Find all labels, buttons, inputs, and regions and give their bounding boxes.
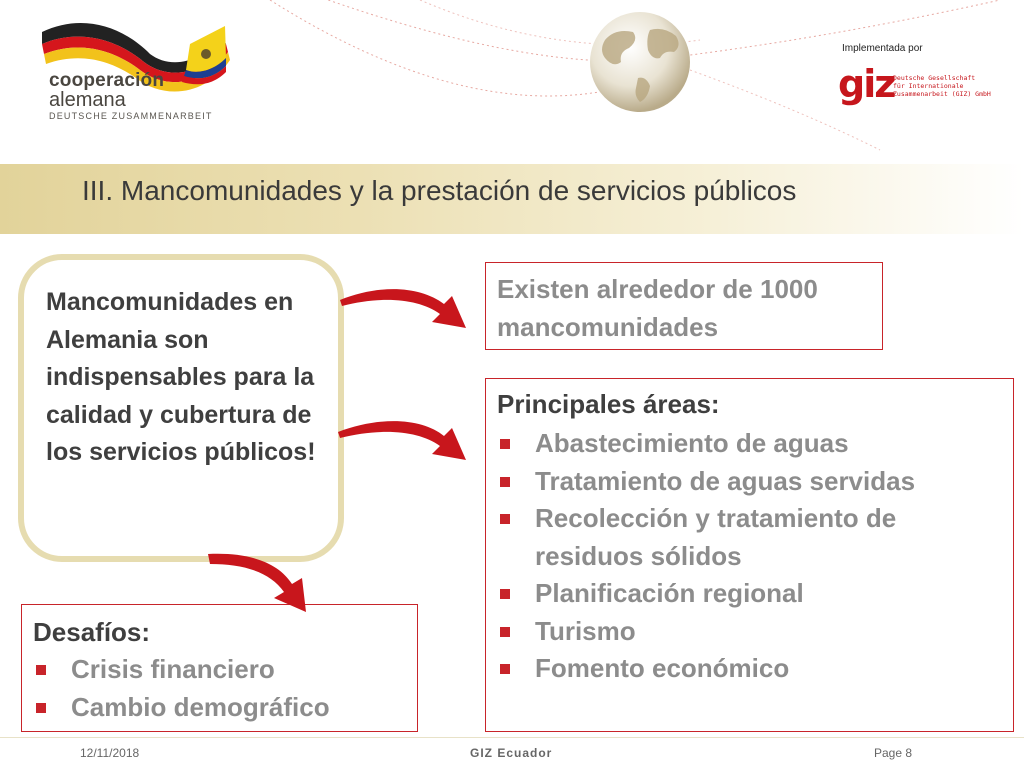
list-item [497, 500, 1007, 575]
challenges-box [21, 604, 418, 732]
list-item-text: Turismo [535, 615, 636, 646]
implemented-by-label: Implementada por [842, 43, 923, 54]
list-item-text: Fomento económico [535, 653, 790, 683]
bullet-icon [500, 439, 510, 449]
footer-divider [0, 737, 1024, 738]
giz-logo-subtitle [893, 74, 991, 98]
bullet-icon [500, 664, 510, 674]
arrow-to-areas-icon [338, 412, 480, 464]
list-item [497, 425, 1007, 463]
footer-date: 12/11/2018 [80, 746, 140, 760]
mancomunidades-count-box [485, 262, 883, 350]
list-item [497, 463, 1007, 501]
logo-line-deutsche: DEUTSCHE ZUSAMMENARBEIT [49, 111, 213, 121]
bullet-icon [500, 477, 510, 487]
areas-list [497, 425, 1007, 688]
list-item [497, 575, 1007, 613]
arrow-to-challenges-icon [208, 548, 318, 616]
list-item [33, 651, 413, 689]
list-item-text: Recolección y tratamiento de residuos sólidos [535, 503, 897, 571]
principal-areas-box [485, 378, 1014, 732]
count-text: Existen alrededor de 1000 mancomunidades [497, 274, 818, 342]
list-item-text: Crisis financiero [71, 654, 275, 684]
list-item-text: Tratamiento de aguas servidas [535, 465, 916, 496]
challenges-list [33, 651, 413, 726]
slide-title: III. Mancomunidades y la prestación de servicios públicos [82, 175, 797, 206]
globe-icon [590, 12, 690, 112]
list-item-text: Planificación regional [535, 578, 804, 608]
list-item [497, 650, 1007, 688]
list-item-text: Abastecimiento de aguas [535, 428, 849, 458]
giz-sub-line: Zusammenarbeit (GIZ) GmbH [893, 90, 991, 98]
giz-sub-line: für Internationale [893, 82, 964, 90]
list-item [33, 689, 413, 727]
challenges-heading: Desafíos: [33, 617, 151, 647]
logo-line-cooperacion: cooperación [49, 70, 165, 91]
logo-line-alemana: alemana [49, 89, 126, 111]
areas-heading: Principales áreas: [497, 389, 720, 419]
footer-organization: GIZ Ecuador [470, 746, 553, 760]
bullet-icon [36, 703, 46, 713]
giz-sub-line: Deutsche Gesellschaft [893, 74, 976, 82]
central-statement: Mancomunidades en Alemania son indispensables para la calidad y cubertura de los servicios públicos! [46, 288, 316, 466]
footer-page-number: Page 8 [874, 746, 913, 760]
bullet-icon [500, 589, 510, 599]
arrow-to-count-icon [340, 282, 480, 332]
list-item-text: Cambio demográfico [71, 691, 330, 722]
bullet-icon [36, 665, 46, 675]
list-item [497, 613, 1007, 651]
bullet-icon [500, 627, 510, 637]
giz-logo: giz [838, 62, 895, 106]
bullet-icon [500, 514, 510, 524]
